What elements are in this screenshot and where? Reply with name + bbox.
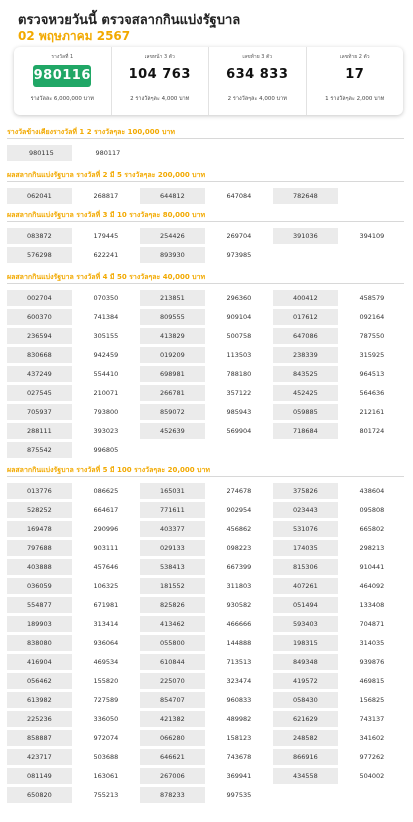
- prize-number: 062041: [7, 188, 72, 204]
- prize-number: 469815: [359, 677, 385, 685]
- prize-number: 083872: [7, 228, 72, 244]
- prize-number: 225070: [140, 673, 205, 689]
- prize-number: 070350: [93, 294, 119, 302]
- prize-number: 980115: [7, 145, 72, 161]
- summary-number: 980116: [33, 65, 91, 87]
- prize-number: 489982: [226, 715, 252, 723]
- prize-number: 452425: [273, 385, 338, 401]
- prize-number: 098223: [226, 544, 252, 552]
- prize-number: 314035: [359, 639, 385, 647]
- prize-number: 782648: [273, 188, 338, 204]
- prize-number: 755213: [93, 791, 119, 799]
- number-grid: [7, 145, 404, 161]
- prize-number: 771611: [140, 502, 205, 518]
- prize-number: 315925: [359, 351, 385, 359]
- prize-number: 095808: [359, 506, 385, 514]
- prize-number: 298213: [359, 544, 385, 552]
- prize-number: 288111: [7, 423, 72, 439]
- prize-number: 419572: [273, 673, 338, 689]
- prize-number: 997535: [226, 791, 252, 799]
- prize-number: 238339: [273, 347, 338, 363]
- prize-number: 613982: [7, 692, 72, 708]
- prize-number: 743678: [226, 753, 252, 761]
- prize-number: 788180: [226, 370, 252, 378]
- section-title: ผลสลากกินแบ่งรัฐบาล รางวัลที่ 4 มี 50 รางวัลๆละ 40,000 บาท: [7, 273, 404, 284]
- prize-number: 013776: [7, 483, 72, 499]
- prize-number: 903111: [93, 544, 119, 552]
- prize-number: 236594: [7, 328, 72, 344]
- number-grid: [7, 483, 404, 803]
- prize-number: 051494: [273, 597, 338, 613]
- prize-number: 866916: [273, 749, 338, 765]
- number-grid: [7, 188, 404, 204]
- prize-number: 017612: [273, 309, 338, 325]
- prize-number: 254426: [140, 228, 205, 244]
- prize-number: 564636: [359, 389, 385, 397]
- prize-number: 671981: [93, 601, 119, 609]
- prize-number: 500758: [226, 332, 252, 340]
- section-title: รางวัลข้างเคียงรางวัลที่ 1 2 รางวัลๆละ 100,000 บาท: [7, 128, 404, 139]
- prize-number: 554877: [7, 597, 72, 613]
- page-title: ตรวจหวยวันนี้ ตรวจสลากกินแบ่งรัฐบาล: [18, 13, 241, 28]
- prize-number: 179445: [93, 232, 119, 240]
- section-title: ผลสลากกินแบ่งรัฐบาล รางวัลที่ 5 มี 100 รางวัลๆละ 20,000 บาท: [7, 466, 404, 477]
- prize-number: 704871: [359, 620, 385, 628]
- prize-number: 394109: [359, 232, 385, 240]
- prize-number: 323474: [226, 677, 252, 685]
- prize-number: 741384: [93, 313, 119, 321]
- number-grid: [7, 290, 404, 458]
- prize-number: 793800: [93, 408, 119, 416]
- prize-number: 801724: [359, 427, 385, 435]
- prize-number: 830668: [7, 347, 72, 363]
- prize-number: 092164: [359, 313, 385, 321]
- prize-number: 269704: [226, 232, 252, 240]
- summary-subtext: 2 รางวัลๆละ 4,000 บาท: [130, 96, 190, 102]
- prize-number: 391036: [273, 228, 338, 244]
- prize-number: 403888: [7, 559, 72, 575]
- prize-number: 980117: [95, 149, 121, 157]
- section-third-prize: [7, 211, 404, 263]
- prize-number: 213851: [140, 290, 205, 306]
- prize-number: 875542: [7, 442, 72, 458]
- prize-number: 464092: [359, 582, 385, 590]
- prize-number: 403377: [140, 521, 205, 537]
- summary-number: 104 763: [128, 67, 191, 82]
- prize-number: 621629: [273, 711, 338, 727]
- prize-number: 413462: [140, 616, 205, 632]
- prize-number: 458579: [359, 294, 385, 302]
- summary-last-two: [306, 47, 404, 115]
- prize-number: 027545: [7, 385, 72, 401]
- section-adjacent-first: [7, 128, 404, 161]
- prize-number: 600370: [7, 309, 72, 325]
- prize-number: 457646: [93, 563, 119, 571]
- prize-number: 156825: [359, 696, 385, 704]
- prize-number: 838080: [7, 635, 72, 651]
- summary-last-three: [208, 47, 306, 115]
- prize-number: 610844: [140, 654, 205, 670]
- prize-number: 644812: [140, 188, 205, 204]
- summary-subtext: รางวัลละ 6,000,000 บาท: [30, 96, 94, 102]
- draw-date: 02 พฤษภาคม 2567: [18, 29, 131, 43]
- prize-number: 985943: [226, 408, 252, 416]
- prize-number: 056462: [7, 673, 72, 689]
- prize-number: 469534: [93, 658, 119, 666]
- prize-number: 858887: [7, 730, 72, 746]
- summary-subtext: 2 รางวัลๆละ 4,000 บาท: [227, 96, 287, 102]
- prize-number: 357122: [226, 389, 252, 397]
- prize-number: 055800: [140, 635, 205, 651]
- prize-number: 212161: [359, 408, 385, 416]
- prize-number: 843525: [273, 366, 338, 382]
- prize-number: 407261: [273, 578, 338, 594]
- summary-number: 634 833: [226, 67, 289, 82]
- prize-number: 727589: [93, 696, 119, 704]
- prize-number: 305155: [93, 332, 119, 340]
- prize-number: 576298: [7, 247, 72, 263]
- prize-number: 665802: [359, 525, 385, 533]
- prize-number: 313414: [93, 620, 119, 628]
- prize-number: 248582: [273, 730, 338, 746]
- prize-number: 423717: [7, 749, 72, 765]
- prize-number: 972074: [93, 734, 119, 742]
- summary-label: เลขท้าย 2 ตัว: [339, 54, 370, 60]
- prize-number: 647084: [226, 192, 252, 200]
- prize-number: 466666: [226, 620, 252, 628]
- prize-number: 569904: [226, 427, 252, 435]
- section-title: ผลสลากกินแบ่งรัฐบาล รางวัลที่ 3 มี 10 รางวัลๆละ 80,000 บาท: [7, 211, 404, 222]
- prize-number: 942459: [93, 351, 119, 359]
- prize-number: 554410: [93, 370, 119, 378]
- prize-number: 438604: [359, 487, 385, 495]
- section-fourth-prize: [7, 273, 404, 458]
- prize-number: 593403: [273, 616, 338, 632]
- section-second-prize: [7, 171, 404, 204]
- prize-number: 437249: [7, 366, 72, 382]
- summary-subtext: 1 รางวัลๆละ 2,000 บาท: [325, 96, 385, 102]
- prize-number: 174035: [273, 540, 338, 556]
- prize-number: 936064: [93, 639, 119, 647]
- prize-number: 169478: [7, 521, 72, 537]
- prize-number: 809555: [140, 309, 205, 325]
- prize-number: 133408: [359, 601, 385, 609]
- prize-number: 910441: [359, 563, 385, 571]
- summary-label: รางวัลที่ 1: [51, 54, 74, 60]
- prize-number: 538413: [140, 559, 205, 575]
- prize-number: 849348: [273, 654, 338, 670]
- prize-number: 705937: [7, 404, 72, 420]
- summary-label: เลขท้าย 3 ตัว: [242, 54, 273, 60]
- prize-number: 878233: [140, 787, 205, 803]
- prize-number: 029133: [140, 540, 205, 556]
- prize-number: 002704: [7, 290, 72, 306]
- prize-number: 059885: [273, 404, 338, 420]
- prize-number: 650820: [7, 787, 72, 803]
- prize-number: 531076: [273, 521, 338, 537]
- prize-number: 400412: [273, 290, 338, 306]
- summary-number: 17: [345, 67, 365, 82]
- prize-number: 413829: [140, 328, 205, 344]
- prize-number: 977262: [359, 753, 385, 761]
- prize-number: 163061: [93, 772, 119, 780]
- section-fifth-prize: [7, 466, 404, 803]
- prize-number: 267006: [140, 768, 205, 784]
- prize-number: 713513: [226, 658, 252, 666]
- section-title: ผลสลากกินแบ่งรัฐบาล รางวัลที่ 2 มี 5 รางวัลๆละ 200,000 บาท: [7, 171, 404, 182]
- prize-number: 902954: [226, 506, 252, 514]
- prize-number: 336050: [93, 715, 119, 723]
- prize-number: 268817: [93, 192, 119, 200]
- prize-number: 743137: [359, 715, 385, 723]
- prize-number: 718684: [273, 423, 338, 439]
- summary-card: [14, 47, 403, 115]
- prize-number: 393023: [93, 427, 119, 435]
- prize-number: 973985: [226, 251, 252, 259]
- prize-number: 158123: [226, 734, 252, 742]
- summary-first-prize: [14, 47, 111, 115]
- prize-number: 341602: [359, 734, 385, 742]
- prize-number: 066280: [140, 730, 205, 746]
- prize-number: 787550: [359, 332, 385, 340]
- prize-number: 036059: [7, 578, 72, 594]
- prize-number: 165031: [140, 483, 205, 499]
- prize-number: 311803: [226, 582, 252, 590]
- prize-number: 266781: [140, 385, 205, 401]
- prize-number: 274678: [226, 487, 252, 495]
- summary-label: เลขหน้า 3 ตัว: [144, 54, 175, 60]
- prize-number: 375826: [273, 483, 338, 499]
- prize-number: 667399: [226, 563, 252, 571]
- prize-number: 698981: [140, 366, 205, 382]
- prize-number: 086625: [93, 487, 119, 495]
- prize-number: 023443: [273, 502, 338, 518]
- prize-number: 647086: [273, 328, 338, 344]
- prize-number: 964513: [359, 370, 385, 378]
- prize-number: 996805: [93, 446, 119, 454]
- prize-number: 113503: [226, 351, 252, 359]
- prize-number: 155820: [93, 677, 119, 685]
- page-header: [18, 12, 240, 44]
- number-grid: [7, 228, 404, 263]
- prize-number: 909104: [226, 313, 252, 321]
- prize-number: 859072: [140, 404, 205, 420]
- prize-number: 930582: [226, 601, 252, 609]
- prize-number: 797688: [7, 540, 72, 556]
- prize-number: 528252: [7, 502, 72, 518]
- prize-number: 181552: [140, 578, 205, 594]
- prize-number: 456862: [226, 525, 252, 533]
- prize-number: 369941: [226, 772, 252, 780]
- prize-number: 296360: [226, 294, 252, 302]
- prize-number: 893930: [140, 247, 205, 263]
- prize-number: 144888: [226, 639, 252, 647]
- prize-number: 421382: [140, 711, 205, 727]
- prize-number: 058430: [273, 692, 338, 708]
- prize-number: 198315: [273, 635, 338, 651]
- prize-number: 434558: [273, 768, 338, 784]
- prize-number: 815306: [273, 559, 338, 575]
- prize-number: 664617: [93, 506, 119, 514]
- prize-number: 503688: [93, 753, 119, 761]
- summary-front-three: [111, 47, 209, 115]
- prize-number: 416904: [7, 654, 72, 670]
- prize-number: 106325: [93, 582, 119, 590]
- prize-number: 290996: [93, 525, 119, 533]
- prize-number: 960833: [226, 696, 252, 704]
- prize-number: 646621: [140, 749, 205, 765]
- prize-number: 225236: [7, 711, 72, 727]
- prize-number: 210071: [93, 389, 119, 397]
- prize-number: 622241: [93, 251, 119, 259]
- prize-number: 504002: [359, 772, 385, 780]
- prize-number: 019209: [140, 347, 205, 363]
- prize-number: 189903: [7, 616, 72, 632]
- prize-number: 854707: [140, 692, 205, 708]
- prize-number: 081149: [7, 768, 72, 784]
- prize-number: 825826: [140, 597, 205, 613]
- prize-number: 452639: [140, 423, 205, 439]
- prize-number: 939876: [359, 658, 385, 666]
